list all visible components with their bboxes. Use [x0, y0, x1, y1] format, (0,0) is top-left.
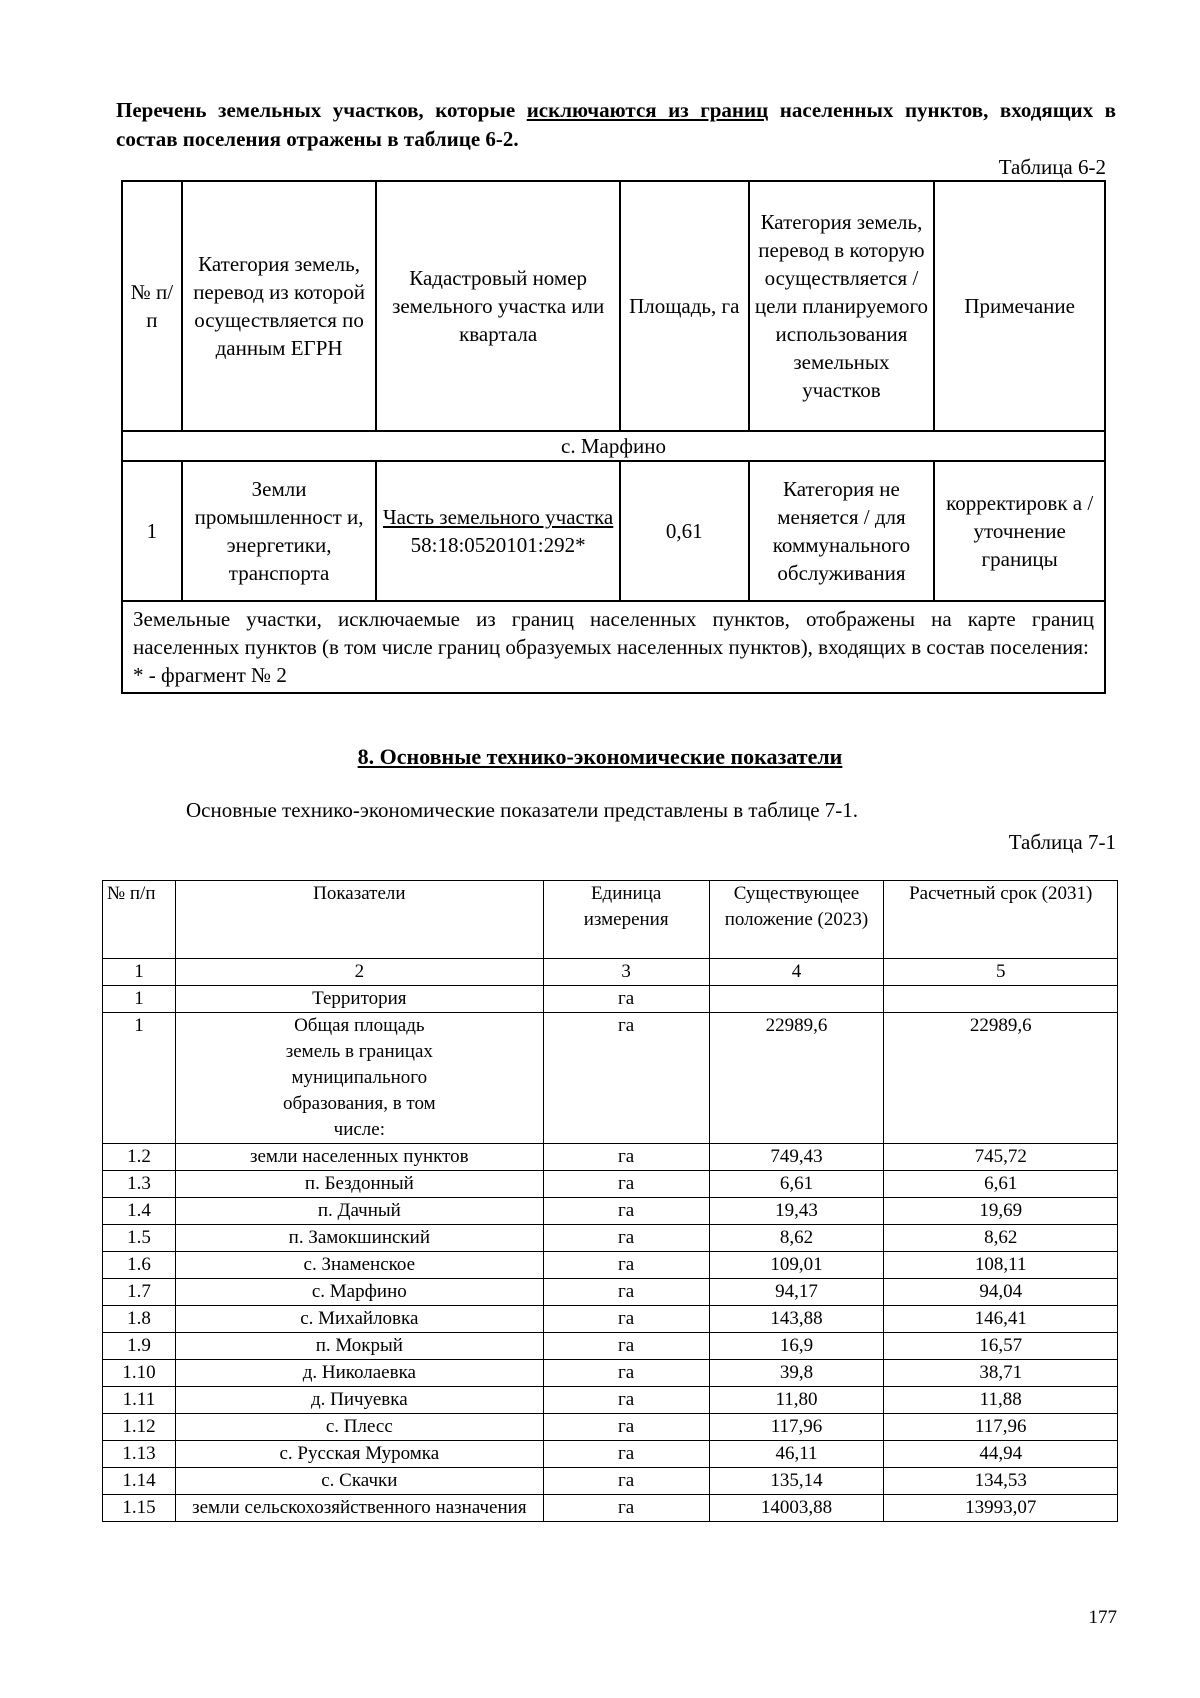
- row-planned: 22989,6: [884, 1013, 1118, 1144]
- row-unit: га: [543, 1495, 709, 1522]
- row-unit: га: [543, 1306, 709, 1333]
- table-row: [103, 1360, 1118, 1387]
- table-row: [103, 986, 1118, 1013]
- row-num: 1.15: [103, 1495, 176, 1522]
- row-unit: га: [543, 1225, 709, 1252]
- row-indicator: п. Бездонный: [175, 1171, 543, 1198]
- row-indicator: д. Николаевка: [175, 1360, 543, 1387]
- header-cadastral: Кадастровый номер земельного участка или квартала: [376, 181, 619, 431]
- row-num: 1.14: [103, 1468, 176, 1495]
- row-num: 1.7: [103, 1279, 176, 1306]
- group-label: с. Марфино: [122, 431, 1105, 461]
- table-row: [103, 1144, 1118, 1171]
- table-6-2-footnote-row: [122, 601, 1105, 693]
- row-indicator: д. Пичуевка: [175, 1387, 543, 1414]
- table-row: [103, 1306, 1118, 1333]
- cadastral-link[interactable]: Часть земельного участка: [383, 505, 614, 529]
- row-note: корректировк а /уточнение границы: [934, 461, 1105, 601]
- row-indicator: с. Плесс: [175, 1414, 543, 1441]
- table-row: [103, 1013, 1118, 1144]
- row-planned: 117,96: [884, 1414, 1118, 1441]
- header-from-category: Категория земель, перевод из которой осуществляется по данным ЕГРН: [182, 181, 377, 431]
- col-num-4: 4: [709, 959, 884, 986]
- header-indicator: Показатели: [175, 881, 543, 959]
- section-paragraph: Основные технико-экономические показатели представлены в таблице 7-1.: [186, 798, 859, 822]
- header-unit: Единица измерения: [543, 881, 709, 959]
- table-row: [122, 461, 1105, 601]
- row-num: 1.12: [103, 1414, 176, 1441]
- table-row: [103, 1414, 1118, 1441]
- table-row: [103, 1441, 1118, 1468]
- header-current: Существующее положение (2023): [709, 881, 884, 959]
- table-6-2: [121, 180, 1106, 694]
- row-current: 135,14: [709, 1468, 884, 1495]
- table-row: [103, 1495, 1118, 1522]
- row-current: 22989,6: [709, 1013, 884, 1144]
- table-6-2-header-row: [122, 181, 1105, 431]
- footnote-cell: [122, 601, 1105, 693]
- table-row: [103, 1252, 1118, 1279]
- row-current: 14003,88: [709, 1495, 884, 1522]
- row-unit: га: [543, 1013, 709, 1144]
- row-num: 1: [122, 461, 182, 601]
- row-current: 6,61: [709, 1171, 884, 1198]
- row-indicator: с. Скачки: [175, 1468, 543, 1495]
- row-indicator: с. Русская Муромка: [175, 1441, 543, 1468]
- row-num: 1.8: [103, 1306, 176, 1333]
- row-planned: 146,41: [884, 1306, 1118, 1333]
- row-planned: 44,94: [884, 1441, 1118, 1468]
- col-num-5: 5: [884, 959, 1118, 986]
- col-num-1: 1: [103, 959, 176, 986]
- row-unit: га: [543, 1171, 709, 1198]
- row-num: 1.2: [103, 1144, 176, 1171]
- row-unit: га: [543, 1252, 709, 1279]
- header-planned: Расчетный срок (2031): [884, 881, 1118, 959]
- row-indicator: с. Михайловка: [175, 1306, 543, 1333]
- row-num: 1.4: [103, 1198, 176, 1225]
- row-unit: га: [543, 986, 709, 1013]
- table-7-1-column-numbers: [103, 959, 1118, 986]
- intro-paragraph: [116, 96, 1116, 154]
- row-planned: 6,61: [884, 1171, 1118, 1198]
- table-row: [103, 1171, 1118, 1198]
- row-num: 1.11: [103, 1387, 176, 1414]
- row-unit: га: [543, 1198, 709, 1225]
- row-indicator: п. Замокшинский: [175, 1225, 543, 1252]
- row-current: 749,43: [709, 1144, 884, 1171]
- table-row: [103, 1468, 1118, 1495]
- row-num: 1.10: [103, 1360, 176, 1387]
- row-current: 46,11: [709, 1441, 884, 1468]
- row-to-category: Категория не меняется / для коммунального обслуживания: [749, 461, 935, 601]
- row-current: 16,9: [709, 1333, 884, 1360]
- row-planned: 745,72: [884, 1144, 1118, 1171]
- table-7-1: [102, 880, 1118, 1522]
- row-unit: га: [543, 1333, 709, 1360]
- row-current: 94,17: [709, 1279, 884, 1306]
- row-current: 109,01: [709, 1252, 884, 1279]
- row-indicator: п. Мокрый: [175, 1333, 543, 1360]
- row-cadastral: [376, 461, 619, 601]
- footnote-fragment: * - фрагмент № 2: [133, 663, 287, 687]
- row-from-category: Земли промышленност и, энергетики, транспорта: [182, 461, 377, 601]
- page-number: 177: [1088, 1607, 1117, 1628]
- cadastral-number: 58:18:0520101:292*: [410, 533, 586, 557]
- row-indicator: земли населенных пунктов: [175, 1144, 543, 1171]
- row-current: 11,80: [709, 1387, 884, 1414]
- row-unit: га: [543, 1468, 709, 1495]
- table-6-2-group-row: [122, 431, 1105, 461]
- row-planned: 13993,07: [884, 1495, 1118, 1522]
- row-area: 0,61: [620, 461, 749, 601]
- row-unit: га: [543, 1414, 709, 1441]
- row-unit: га: [543, 1387, 709, 1414]
- row-planned: 19,69: [884, 1198, 1118, 1225]
- row-indicator: с. Марфино: [175, 1279, 543, 1306]
- header-to-category: Категория земель, перевод в которую осуществляется / цели планируемого использования земельных участков: [749, 181, 935, 431]
- table-row: [103, 1225, 1118, 1252]
- row-num: 1.6: [103, 1252, 176, 1279]
- row-indicator: Территория: [175, 986, 543, 1013]
- row-planned: 16,57: [884, 1333, 1118, 1360]
- section-title: 8. Основные технико-экономические показатели: [357, 744, 843, 769]
- table-6-2-caption: Таблица 6-2: [998, 155, 1106, 179]
- row-indicator: с. Знаменское: [175, 1252, 543, 1279]
- row-indicator: Общая площадь земель в границах муниципального образования, в том числе:: [175, 1013, 543, 1144]
- table-7-1-header-row: [103, 881, 1118, 959]
- row-unit: га: [543, 1441, 709, 1468]
- col-num-3: 3: [543, 959, 709, 986]
- row-current: 39,8: [709, 1360, 884, 1387]
- row-current: 143,88: [709, 1306, 884, 1333]
- row-planned: 11,88: [884, 1387, 1118, 1414]
- table-row: [103, 1198, 1118, 1225]
- row-planned: 8,62: [884, 1225, 1118, 1252]
- row-num: 1: [103, 986, 176, 1013]
- row-unit: га: [543, 1360, 709, 1387]
- table-7-1-caption: Таблица 7-1: [1008, 830, 1116, 854]
- row-current: 117,96: [709, 1414, 884, 1441]
- header-area: Площадь, га: [620, 181, 749, 431]
- row-planned: 108,11: [884, 1252, 1118, 1279]
- intro-underlined-text: исключаются из границ: [526, 98, 769, 122]
- row-planned: 134,53: [884, 1468, 1118, 1495]
- header-note: Примечание: [934, 181, 1105, 431]
- table-row: [103, 1279, 1118, 1306]
- row-planned: 38,71: [884, 1360, 1118, 1387]
- row-unit: га: [543, 1279, 709, 1306]
- row-indicator: земли сельскохозяйственного назначения: [175, 1495, 543, 1522]
- row-num: 1.9: [103, 1333, 176, 1360]
- intro-text-1: Перечень земельных участков, которые: [116, 98, 527, 122]
- row-current: [709, 986, 884, 1013]
- intro-text-2: населенных пунктов, входящих в состав поселения отражены в таблице 6-2.: [116, 98, 1116, 151]
- row-num: 1.5: [103, 1225, 176, 1252]
- row-unit: га: [543, 1144, 709, 1171]
- footnote-text: Земельные участки, исключаемые из границ населенных пунктов, отображены на карте границ населенных пунктов (в том числе границ образуемых населенных пунктов), входящих в состав поселения:: [133, 607, 1094, 659]
- row-num: 1.13: [103, 1441, 176, 1468]
- row-num: 1: [103, 1013, 176, 1144]
- row-current: 19,43: [709, 1198, 884, 1225]
- row-planned: 94,04: [884, 1279, 1118, 1306]
- row-planned: [884, 986, 1118, 1013]
- header-num: № п/п: [103, 881, 176, 959]
- col-num-2: 2: [175, 959, 543, 986]
- table-7-1-body: [103, 986, 1118, 1522]
- row-num: 1.3: [103, 1171, 176, 1198]
- row-current: 8,62: [709, 1225, 884, 1252]
- row-indicator: п. Дачный: [175, 1198, 543, 1225]
- table-row: [103, 1387, 1118, 1414]
- table-row: [103, 1333, 1118, 1360]
- header-num: № п/п: [122, 181, 182, 431]
